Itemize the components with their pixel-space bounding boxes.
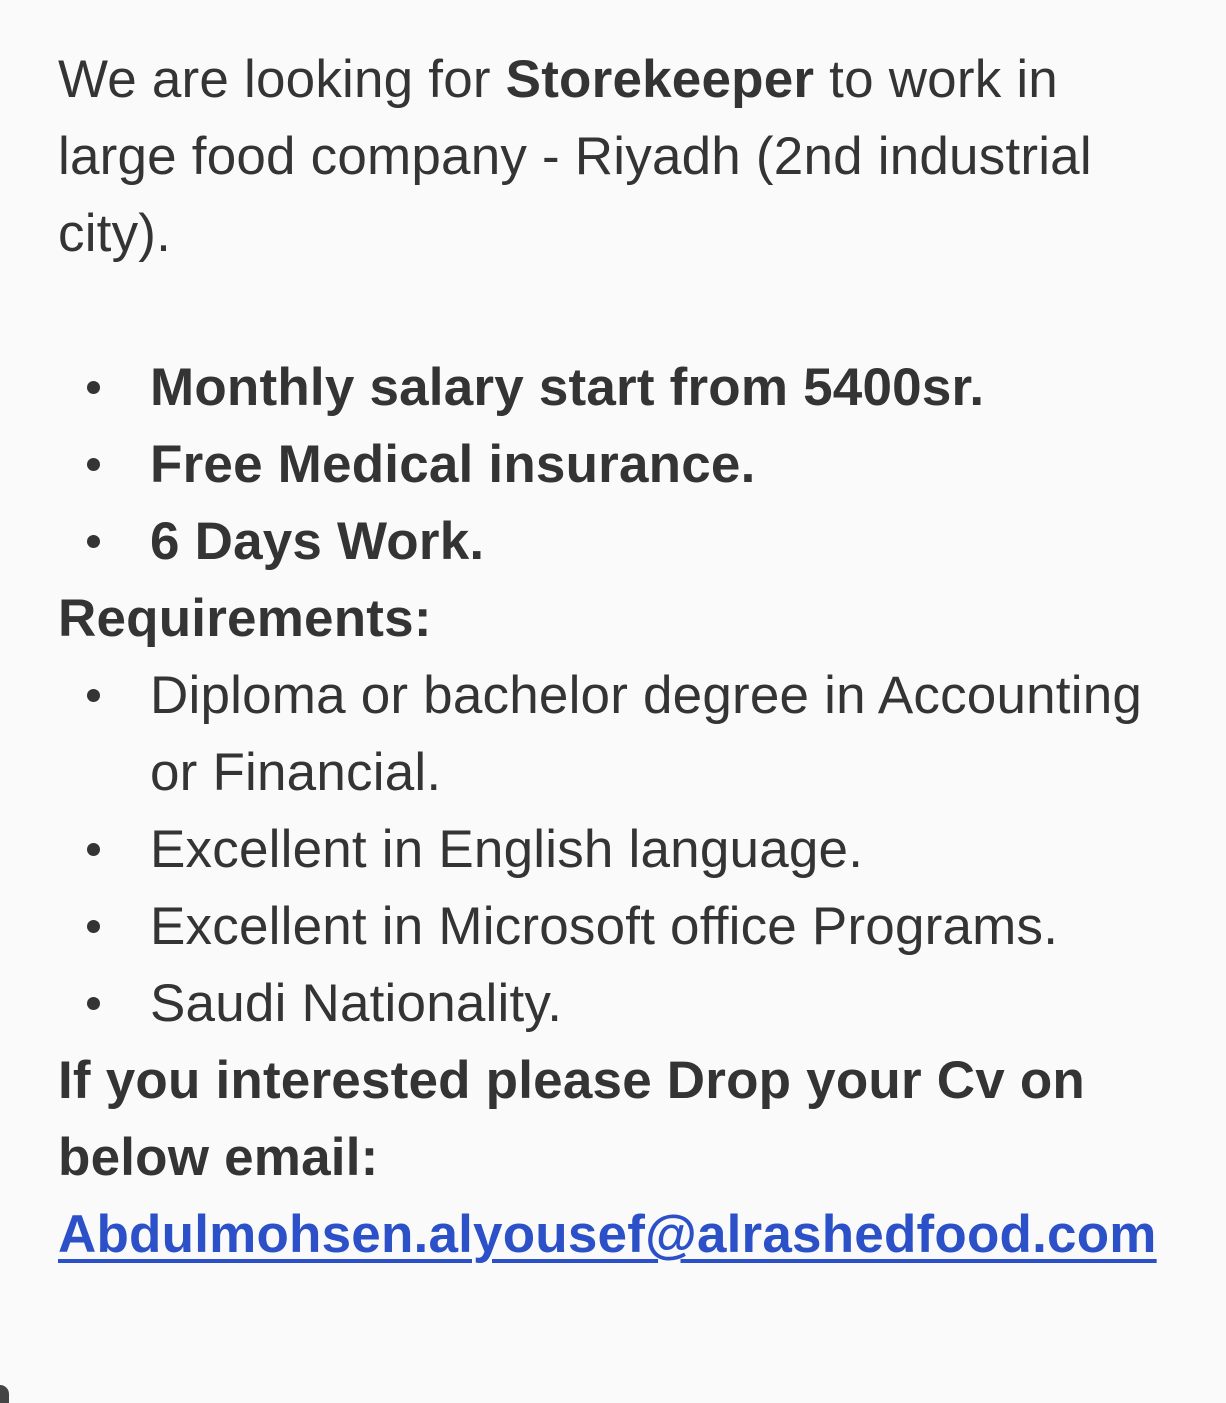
requirements-heading: Requirements: (58, 589, 432, 648)
intro-line-1 (58, 41, 1198, 118)
intro-line-1-pre: We are looking for (58, 50, 506, 109)
intro-paragraph (58, 41, 1198, 272)
requirement-degree-line-2: or Financial. (150, 743, 442, 802)
list-item (58, 888, 1198, 965)
benefit-workdays: 6 Days Work. (150, 512, 485, 571)
requirement-nationality: Saudi Nationality. (150, 974, 563, 1033)
list-item (58, 965, 1198, 1042)
benefits-list (58, 349, 1198, 580)
requirement-degree-line-1: Diploma or bachelor degree in Accounting (150, 666, 1143, 725)
requirement-microsoft: Excellent in Microsoft office Programs. (150, 897, 1059, 956)
closing-line-1: If you interested please Drop your Cv on (58, 1051, 1085, 1110)
benefit-salary: Monthly salary start from 5400sr. (150, 358, 985, 417)
intro-line-1-post: to work in (814, 50, 1058, 109)
email-line (58, 1196, 1198, 1273)
corner-artifact (0, 1385, 9, 1403)
closing-line-2: below email: (58, 1128, 379, 1187)
list-item (58, 657, 1198, 811)
intro-line-3: city). (58, 204, 172, 263)
list-item (58, 349, 1198, 426)
requirement-english: Excellent in English language. (150, 820, 864, 879)
email-link[interactable]: Abdulmohsen.alyousef@alrashedfood.com (58, 1205, 1157, 1264)
benefit-insurance: Free Medical insurance. (150, 435, 756, 494)
list-item (58, 426, 1198, 503)
list-item (58, 811, 1198, 888)
requirements-list (58, 657, 1198, 1042)
list-item (58, 503, 1198, 580)
closing-paragraph (58, 1042, 1198, 1196)
intro-line-2: large food company - Riyadh (2nd industrial (58, 127, 1092, 186)
job-title: Storekeeper (505, 50, 815, 109)
